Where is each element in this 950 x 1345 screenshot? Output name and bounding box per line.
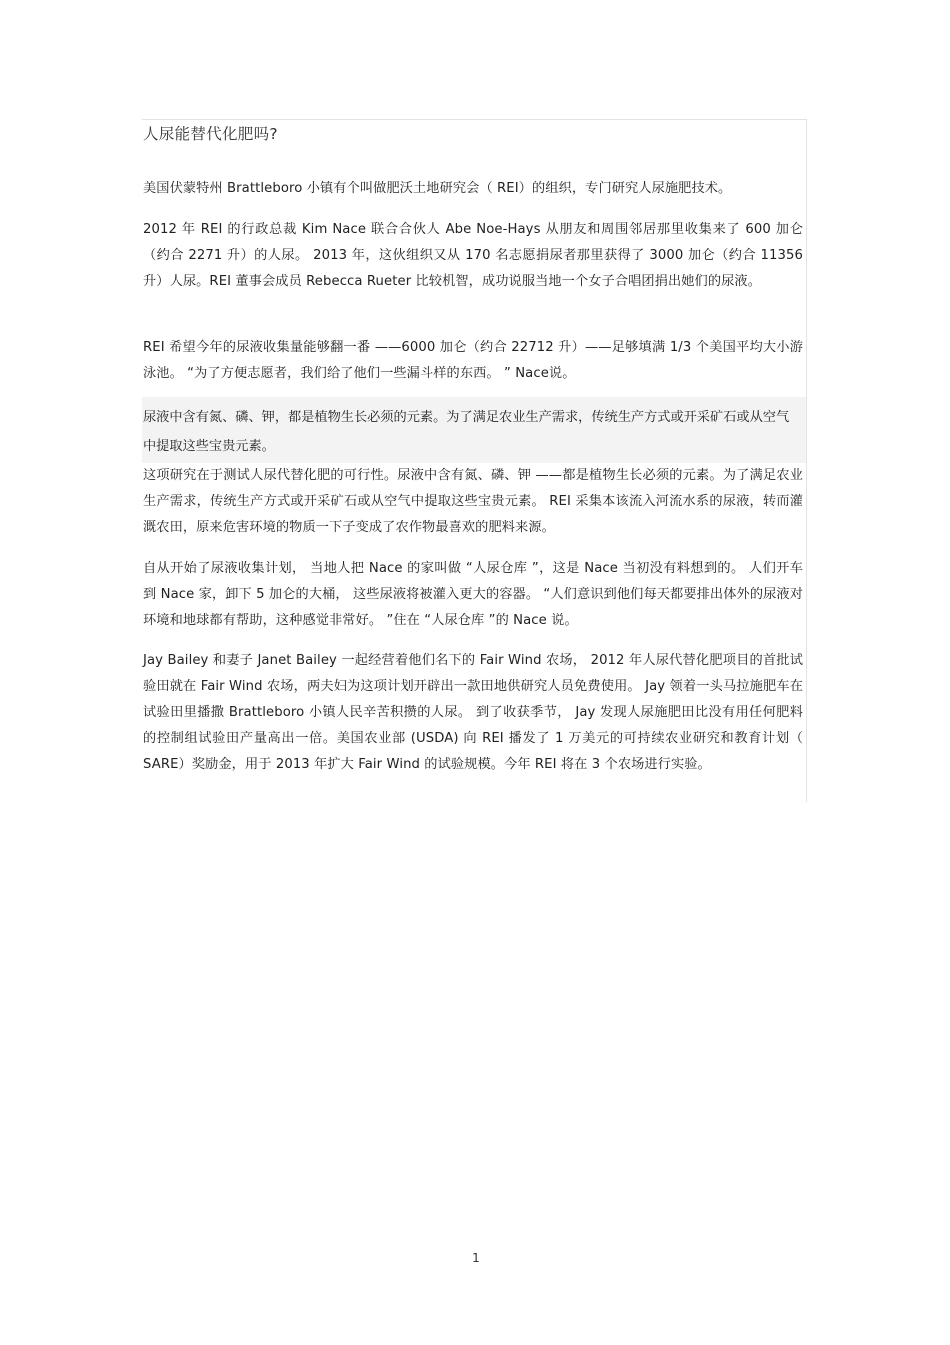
pull-quote-text: 尿液中含有氮、磷、钾，都是植物生长必须的元素。为了满足农业生产需求，传统生产方式或开采矿石或从空气中提取这些宝贵元素。 xyxy=(143,410,790,454)
paragraph-research: 这项研究在于测试人尿代替化肥的可行性。尿液中含有氮、磷、钾 ——都是植物生长必须的元素。为了满足农业生产需求，传统生产方式或开采矿石或从空气中提取这些宝贵元素。 REI 采集本该流入河流水系的尿液，转而灌溉农田，原来危害环境的物质一下子变成了农作物最喜欢的肥料来源。 xyxy=(143,468,803,535)
page-number: 1 xyxy=(472,1251,480,1265)
paragraph-goal: REI 希望今年的尿液收集量能够翻一番 ——6000 加仑（约合 22712 升）——足够填满 1/3 个美国平均大小游泳池。 “为了方便志愿者，我们给了他们一些漏斗样的东西。 ” Nace说。 xyxy=(143,340,803,381)
paragraph-fair-wind: Jay Bailey 和妻子 Janet Bailey 一起经营着他们名下的 Fair Wind 农场， 2012 年人尿代替化肥项目的首批试验田就在 Fair Wind 农场，两夫妇为这项计划开辟出一款田地供研究人员免费使用。 Jay 领着一头马拉施肥车在试验田里播撒 Brattleboro 小镇人民辛苦积攒的人尿。 到了收获季节， Jay 发现人尿施肥田比没有用任何肥料的控制组试验田产量高出一倍。美国农业部 (USDA) 向 REI 播发了 1 万美元的可持续农业研究和教育计划（ SARE）奖励金，用于 2013 年扩大 Fair Wind 的试验规模。今年 REI 将在 3 个农场进行实验。 xyxy=(143,653,803,772)
article-frame xyxy=(142,119,807,802)
article-title: 人尿能替代化肥吗? xyxy=(143,125,278,143)
pull-quote xyxy=(142,397,806,463)
paragraph-intro: 美国伏蒙特州 Brattleboro 小镇有个叫做肥沃土地研究会（ REI）的组织，专门研究人尿施肥技术。 xyxy=(143,181,732,196)
paragraph-urine-warehouse: 自从开始了尿液收集计划， 当地人把 Nace 的家叫做 “人尿仓库 ”，这是 Nace 当初没有料想到的。 人们开车到 Nace 家，卸下 5 加仑的大桶， 这些尿液将被灌入更大的容器。 “人们意识到他们每天都要排出体外的尿液对环境和地球都有帮助，这种感觉非常好。 ”住在 “人尿仓库 ”的 Nace 说。 xyxy=(143,561,803,628)
paragraph-collection-2012: 2012 年 REI 的行政总裁 Kim Nace 联合合伙人 Abe Noe-Hays 从朋友和周围邻居那里收集来了 600 加仑（约合 2271 升）的人尿。 2013 年，这伙组织又从 170 名志愿捐尿者那里获得了 3000 加仑（约合 11356 升）人尿。REI 董事会成员 Rebecca Rueter 比较机智，成功说服当地一个女子合唱团捐出她们的尿液。 xyxy=(143,222,803,289)
